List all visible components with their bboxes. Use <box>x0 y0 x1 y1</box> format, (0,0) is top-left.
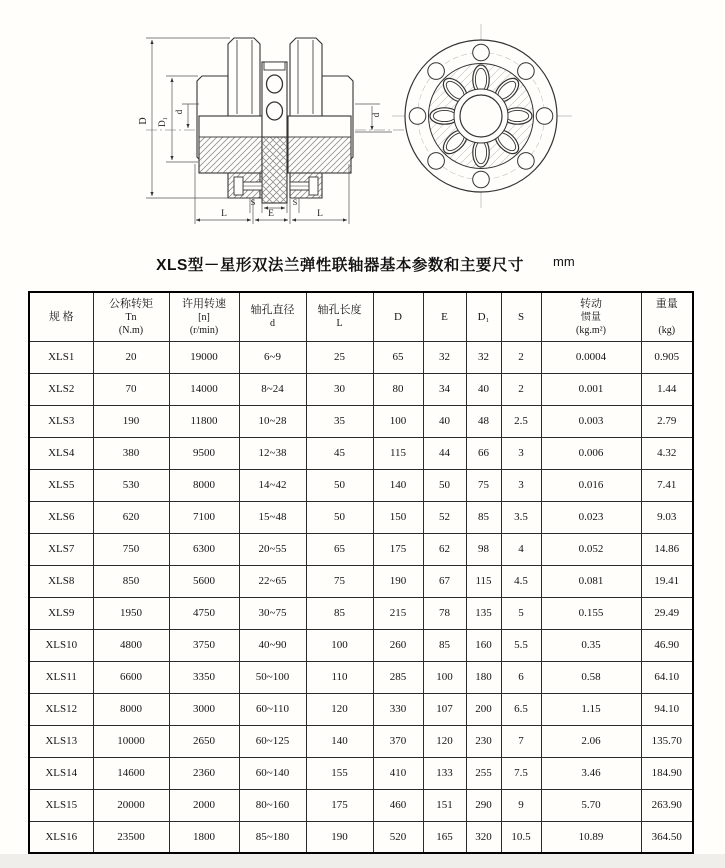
table-cell: 6300 <box>169 533 239 565</box>
column-header-line: 轴孔直径 <box>250 304 295 317</box>
table-cell: 40 <box>423 405 466 437</box>
table-row-XLS13 <box>29 725 693 757</box>
bolt-hole <box>428 153 445 170</box>
table-cell: 0.052 <box>541 533 641 565</box>
table-cell: 85 <box>306 597 373 629</box>
table-cell: 9 <box>501 789 541 821</box>
table-cell: 40 <box>466 373 501 405</box>
table-cell: 4.32 <box>641 437 693 469</box>
dim-label-D: D <box>138 117 149 125</box>
spec-table <box>28 291 694 854</box>
model-cell: XLS3 <box>29 405 93 437</box>
table-cell: 98 <box>466 533 501 565</box>
table-cell: 50 <box>423 469 466 501</box>
table-cell: 14600 <box>93 757 169 789</box>
table-cell: 6600 <box>93 661 169 693</box>
table-cell: 64.10 <box>641 661 693 693</box>
table-cell: 60~140 <box>239 757 306 789</box>
table-cell: 850 <box>93 565 169 597</box>
column-header-S <box>501 292 541 341</box>
table-cell: 0.905 <box>641 341 693 373</box>
column-header-line: D₁ <box>477 310 490 323</box>
table-cell: 40~90 <box>239 629 306 661</box>
bolt-hole <box>473 171 490 188</box>
table-cell: 0.001 <box>541 373 641 405</box>
title-row <box>0 253 725 285</box>
table-cell: 50~100 <box>239 661 306 693</box>
table-cell: 190 <box>373 565 423 597</box>
column-header-line: 公称转矩 <box>109 297 153 310</box>
table-cell: 4750 <box>169 597 239 629</box>
table-cell: 10~28 <box>239 405 306 437</box>
table-cell: 620 <box>93 501 169 533</box>
table-cell: 5 <box>501 597 541 629</box>
dim-label-D1: D₁ <box>158 116 168 128</box>
table-cell: 1800 <box>169 821 239 853</box>
table-cell: 175 <box>373 533 423 565</box>
table-row-XLS11 <box>29 661 693 693</box>
table-cell: 19.41 <box>641 565 693 597</box>
table-cell: 0.081 <box>541 565 641 597</box>
table-cell: 380 <box>93 437 169 469</box>
unit-label: mm <box>553 254 575 269</box>
table-cell: 107 <box>423 693 466 725</box>
table-cell: 750 <box>93 533 169 565</box>
table-cell: 285 <box>373 661 423 693</box>
table-cell: 60~110 <box>239 693 306 725</box>
table-cell: 8~24 <box>239 373 306 405</box>
table-cell: 364.50 <box>641 821 693 853</box>
table-cell: 370 <box>373 725 423 757</box>
table-cell: 67 <box>423 565 466 597</box>
table-cell: 7100 <box>169 501 239 533</box>
table-row-XLS2 <box>29 373 693 405</box>
right-flange-hatch <box>288 137 351 173</box>
model-cell: XLS15 <box>29 789 93 821</box>
table-cell: 2000 <box>169 789 239 821</box>
technical-drawing <box>0 0 725 252</box>
table-cell: 184.90 <box>641 757 693 789</box>
table-cell: 65 <box>373 341 423 373</box>
table-cell: 9.03 <box>641 501 693 533</box>
table-cell: 120 <box>306 693 373 725</box>
table-cell: 0.58 <box>541 661 641 693</box>
table-cell: 263.90 <box>641 789 693 821</box>
model-cell: XLS6 <box>29 501 93 533</box>
column-header-E <box>423 292 466 341</box>
table-cell: 7 <box>501 725 541 757</box>
table-cell: 160 <box>466 629 501 661</box>
column-header-bore_d <box>239 292 306 341</box>
table-cell: 2360 <box>169 757 239 789</box>
table-row-XLS3 <box>29 405 693 437</box>
table-cell: 80 <box>373 373 423 405</box>
column-header-D <box>373 292 423 341</box>
table-cell: 150 <box>373 501 423 533</box>
table-row-XLS4 <box>29 437 693 469</box>
table-cell: 8000 <box>169 469 239 501</box>
table-cell: 3350 <box>169 661 239 693</box>
table-cell: 85 <box>466 501 501 533</box>
table-cell: 460 <box>373 789 423 821</box>
table-cell: 11800 <box>169 405 239 437</box>
bolt-hole <box>536 108 553 125</box>
table-cell: 120 <box>423 725 466 757</box>
table-cell: 46.90 <box>641 629 693 661</box>
column-header-weight <box>641 292 693 341</box>
column-header-line: 转动 <box>580 297 602 310</box>
table-cell: 5.5 <box>501 629 541 661</box>
column-header-line: 轴孔长度 <box>317 304 362 317</box>
table-cell: 15~48 <box>239 501 306 533</box>
table-cell: 3 <box>501 469 541 501</box>
table-cell: 85~180 <box>239 821 306 853</box>
dim-label-S-right: S <box>292 197 298 207</box>
column-header-inertia <box>541 292 641 341</box>
bolt-hole <box>518 63 535 80</box>
column-header-line: 惯量 <box>581 311 601 323</box>
table-row-XLS10 <box>29 629 693 661</box>
table-cell: 7.5 <box>501 757 541 789</box>
column-header-speed <box>169 292 239 341</box>
page-bottom-strip <box>0 854 725 868</box>
bolt-hole <box>428 63 445 80</box>
page-title: XLS型－星形双法兰弹性联轴器基本参数和主要尺寸 <box>156 257 524 274</box>
table-row-XLS7 <box>29 533 693 565</box>
table-header-row <box>29 292 693 341</box>
table-cell: 151 <box>423 789 466 821</box>
table-cell: 10.89 <box>541 821 641 853</box>
table-cell: 3 <box>501 437 541 469</box>
table-row-XLS15 <box>29 789 693 821</box>
table-cell: 1.15 <box>541 693 641 725</box>
table-cell: 140 <box>306 725 373 757</box>
table-cell: 3750 <box>169 629 239 661</box>
table-cell: 23500 <box>93 821 169 853</box>
column-header-line: 重量 <box>655 297 678 310</box>
model-cell: XLS16 <box>29 821 93 853</box>
table-cell: 133 <box>423 757 466 789</box>
model-cell: XLS9 <box>29 597 93 629</box>
model-cell: XLS11 <box>29 661 93 693</box>
table-cell: 165 <box>423 821 466 853</box>
table-cell: 330 <box>373 693 423 725</box>
table-cell: 110 <box>306 661 373 693</box>
column-header-line: 规 格 <box>48 310 74 323</box>
table-cell: 45 <box>306 437 373 469</box>
left-flange-hatch <box>199 137 262 173</box>
table-cell: 1950 <box>93 597 169 629</box>
model-cell: XLS1 <box>29 341 93 373</box>
table-cell: 410 <box>373 757 423 789</box>
table-cell: 140 <box>373 469 423 501</box>
table-cell: 520 <box>373 821 423 853</box>
bolt-hole <box>518 153 535 170</box>
table-cell: 2.79 <box>641 405 693 437</box>
dim-label-S-left: S <box>250 197 256 207</box>
column-header-line: 许用转速 <box>182 297 226 310</box>
table-cell: 2.06 <box>541 725 641 757</box>
table-cell: 190 <box>93 405 169 437</box>
table-cell: 530 <box>93 469 169 501</box>
table-cell: 25 <box>306 341 373 373</box>
table-cell: 4 <box>501 533 541 565</box>
table-cell: 1.44 <box>641 373 693 405</box>
column-header-D1 <box>466 292 501 341</box>
dim-label-d-left: d <box>174 109 184 115</box>
table-cell: 20~55 <box>239 533 306 565</box>
table-cell: 19000 <box>169 341 239 373</box>
table-cell: 34 <box>423 373 466 405</box>
table-cell: 115 <box>466 565 501 597</box>
table-cell: 50 <box>306 501 373 533</box>
table-cell: 52 <box>423 501 466 533</box>
table-cell: 20000 <box>93 789 169 821</box>
table-cell: 2650 <box>169 725 239 757</box>
table-cell: 0.003 <box>541 405 641 437</box>
table-cell: 155 <box>306 757 373 789</box>
table-cell: 230 <box>466 725 501 757</box>
table-cell: 10000 <box>93 725 169 757</box>
front-view <box>392 24 572 208</box>
table-cell: 100 <box>306 629 373 661</box>
table-cell: 62 <box>423 533 466 565</box>
column-header-bore_len <box>306 292 373 341</box>
table-cell: 32 <box>466 341 501 373</box>
star-element-hatch <box>262 137 287 203</box>
table-cell: 100 <box>423 661 466 693</box>
table-cell: 0.0004 <box>541 341 641 373</box>
table-row-XLS14 <box>29 757 693 789</box>
table-cell: 14~42 <box>239 469 306 501</box>
table-cell: 190 <box>306 821 373 853</box>
table-cell: 10.5 <box>501 821 541 853</box>
table-cell: 65 <box>306 533 373 565</box>
table-cell: 180 <box>466 661 501 693</box>
table-cell: 70 <box>93 373 169 405</box>
column-header-line: d <box>270 318 275 330</box>
dim-label-L-left: L <box>221 209 227 219</box>
table-cell: 35 <box>306 405 373 437</box>
bolt-hole <box>409 108 426 125</box>
table-cell: 3.5 <box>501 501 541 533</box>
column-header-line: D <box>394 310 402 323</box>
dim-label-E: E <box>268 209 274 219</box>
table-cell: 50 <box>306 469 373 501</box>
table-cell: 0.023 <box>541 501 641 533</box>
table-cell: 75 <box>466 469 501 501</box>
table-cell: 48 <box>466 405 501 437</box>
column-header-line: (kg) <box>658 324 676 336</box>
table-row-XLS9 <box>29 597 693 629</box>
table-cell: 0.016 <box>541 469 641 501</box>
table-cell: 80~160 <box>239 789 306 821</box>
table-cell: 4800 <box>93 629 169 661</box>
table-cell: 2 <box>501 373 541 405</box>
table-cell: 30 <box>306 373 373 405</box>
table-cell: 6 <box>501 661 541 693</box>
table-cell: 3000 <box>169 693 239 725</box>
table-cell: 6~9 <box>239 341 306 373</box>
table-row-XLS6 <box>29 501 693 533</box>
column-header-line: S <box>517 310 525 323</box>
model-cell: XLS5 <box>29 469 93 501</box>
bore-circle <box>460 95 502 137</box>
star-lobe-upper <box>267 75 283 93</box>
model-cell: XLS4 <box>29 437 93 469</box>
model-cell: XLS13 <box>29 725 93 757</box>
table-cell: 30~75 <box>239 597 306 629</box>
table-cell: 290 <box>466 789 501 821</box>
table-cell: 115 <box>373 437 423 469</box>
table-row-XLS12 <box>29 693 693 725</box>
table-cell: 0.35 <box>541 629 641 661</box>
table-cell: 94.10 <box>641 693 693 725</box>
table-cell: 320 <box>466 821 501 853</box>
table-cell: 22~65 <box>239 565 306 597</box>
table-cell: 78 <box>423 597 466 629</box>
table-cell: 175 <box>306 789 373 821</box>
table-cell: 215 <box>373 597 423 629</box>
model-cell: XLS12 <box>29 693 93 725</box>
column-header-line: (r/min) <box>189 324 219 336</box>
column-header-spec <box>29 292 93 341</box>
model-cell: XLS8 <box>29 565 93 597</box>
table-cell: 66 <box>466 437 501 469</box>
model-cell: XLS2 <box>29 373 93 405</box>
table-cell: 14000 <box>169 373 239 405</box>
table-cell: 135 <box>466 597 501 629</box>
table-cell: 5.70 <box>541 789 641 821</box>
table-cell: 12~38 <box>239 437 306 469</box>
table-cell: 44 <box>423 437 466 469</box>
table-cell: 100 <box>373 405 423 437</box>
star-top-cap <box>264 62 285 70</box>
table-cell: 2.5 <box>501 405 541 437</box>
column-header-line: Tn <box>125 311 137 323</box>
table-cell: 260 <box>373 629 423 661</box>
table-cell: 29.49 <box>641 597 693 629</box>
table-cell: 14.86 <box>641 533 693 565</box>
column-header-line: [n] <box>198 311 210 323</box>
table-cell: 5600 <box>169 565 239 597</box>
table-cell: 3.46 <box>541 757 641 789</box>
table-cell: 75 <box>306 565 373 597</box>
column-header-line: (kg.m²) <box>576 324 606 336</box>
column-header-line: L <box>336 318 343 330</box>
table-row-XLS5 <box>29 469 693 501</box>
table-cell: 7.41 <box>641 469 693 501</box>
table-cell: 0.006 <box>541 437 641 469</box>
table-row-XLS16 <box>29 821 693 853</box>
table-cell: 85 <box>423 629 466 661</box>
column-header-torque <box>93 292 169 341</box>
column-header-line: (N.m) <box>118 324 144 336</box>
column-header-line: E <box>441 310 448 323</box>
table-cell: 8000 <box>93 693 169 725</box>
table-row-XLS1 <box>29 341 693 373</box>
bolt-hole <box>473 44 490 61</box>
table-cell: 135.70 <box>641 725 693 757</box>
model-cell: XLS14 <box>29 757 93 789</box>
table-cell: 2 <box>501 341 541 373</box>
table-cell: 6.5 <box>501 693 541 725</box>
star-lobe-lower <box>267 102 283 120</box>
dim-label-d-right: d <box>371 112 381 118</box>
table-cell: 0.155 <box>541 597 641 629</box>
table-cell: 20 <box>93 341 169 373</box>
dim-label-L-right: L <box>317 209 323 219</box>
table-cell: 255 <box>466 757 501 789</box>
model-cell: XLS10 <box>29 629 93 661</box>
table-cell: 4.5 <box>501 565 541 597</box>
model-cell: XLS7 <box>29 533 93 565</box>
table-cell: 9500 <box>169 437 239 469</box>
coupling-drawing-svg <box>0 0 725 252</box>
column-header-line <box>642 311 693 324</box>
table-cell: 200 <box>466 693 501 725</box>
table-cell: 32 <box>423 341 466 373</box>
table-cell: 60~125 <box>239 725 306 757</box>
table-row-XLS8 <box>29 565 693 597</box>
